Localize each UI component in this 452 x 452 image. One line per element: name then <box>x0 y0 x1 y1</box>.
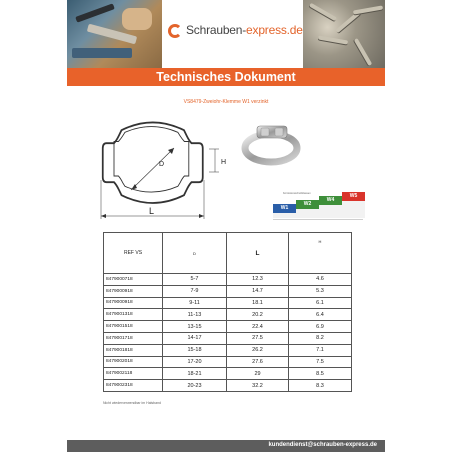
table-row <box>104 368 352 380</box>
cell-ref: 8479002018 <box>104 356 163 368</box>
cell-ref: 8479001818 <box>104 344 163 356</box>
cell-h: 4.6 <box>289 274 352 286</box>
header-ref: REF VS <box>104 233 163 274</box>
cell-l: 14.7 <box>227 285 289 297</box>
logo[interactable] <box>162 0 303 68</box>
table-row <box>104 344 352 356</box>
cell-l: 12.3 <box>227 274 289 286</box>
cell-l: 18.1 <box>227 297 289 309</box>
screws-photo <box>303 0 385 68</box>
support-email-link[interactable]: kundendienst@schrauben-express.de <box>268 442 377 448</box>
cell-d: 14-17 <box>163 332 227 344</box>
cell-l: 27.5 <box>227 332 289 344</box>
cell-ref: 8479000918 <box>104 285 163 297</box>
logo-icon <box>168 24 182 38</box>
cell-d: 5-7 <box>163 274 227 286</box>
product-subtitle: VS8479-Zweiohr-Klemme W1 verzinkt <box>183 99 269 105</box>
cell-h: 7.5 <box>289 356 352 368</box>
table-row <box>104 285 352 297</box>
cell-d: 11-13 <box>163 309 227 321</box>
cell-d: 13-15 <box>163 321 227 333</box>
cell-l: 20.2 <box>227 309 289 321</box>
brand-name: Schrauben-express.de <box>186 23 303 37</box>
document-page <box>67 0 385 452</box>
document-title: Technisches Dokument <box>156 70 296 84</box>
footer-bar <box>67 440 385 452</box>
cell-h: 7.1 <box>289 344 352 356</box>
class-w5: W5 <box>342 192 365 218</box>
header-l: L <box>227 233 289 274</box>
cell-h: 5.3 <box>289 285 352 297</box>
cell-h: 6.9 <box>289 321 352 333</box>
table-note: Nicht wiederverwendbar im Halsband <box>103 401 161 405</box>
cell-ref: 8479000718 <box>104 274 163 286</box>
tools-photo <box>67 0 162 68</box>
table-row <box>104 321 352 333</box>
cell-ref: 8479001718 <box>104 332 163 344</box>
dimension-l-label: L <box>149 206 155 216</box>
clamp-product-photo <box>239 118 307 168</box>
cell-l: 26.2 <box>227 344 289 356</box>
class-w4: W4 <box>319 196 342 218</box>
cell-l: 32.2 <box>227 380 289 392</box>
header-banner <box>67 0 385 84</box>
dimension-table <box>103 232 352 392</box>
cell-ref: 8479002318 <box>104 380 163 392</box>
table-row <box>104 332 352 344</box>
table-row <box>104 297 352 309</box>
class-chart-caption: Korrosionsschutzklassen <box>283 192 311 195</box>
cell-h: 6.1 <box>289 297 352 309</box>
dimension-h-label: H <box>221 159 227 166</box>
class-w1: W1 <box>273 204 296 218</box>
cell-d: 17-20 <box>163 356 227 368</box>
cell-d: 9-11 <box>163 297 227 309</box>
table-row <box>104 274 352 286</box>
cell-l: 27.6 <box>227 356 289 368</box>
cell-d: 7-9 <box>163 285 227 297</box>
header-h: H <box>289 233 352 274</box>
cell-ref: 8479001518 <box>104 321 163 333</box>
table-header-row <box>104 233 352 274</box>
table-row <box>104 356 352 368</box>
dimension-d-label: D <box>159 161 165 168</box>
cell-d: 15-18 <box>163 344 227 356</box>
cell-d: 18-21 <box>163 368 227 380</box>
table-row <box>104 380 352 392</box>
cell-l: 22.4 <box>227 321 289 333</box>
header-d: D <box>163 233 227 274</box>
cell-ref: 8479001318 <box>104 309 163 321</box>
cell-h: 6.4 <box>289 309 352 321</box>
table-row <box>104 309 352 321</box>
cell-d: 20-23 <box>163 380 227 392</box>
class-w2: W2 <box>296 200 319 218</box>
cell-h: 8.2 <box>289 332 352 344</box>
cell-ref: 8479000918 <box>104 297 163 309</box>
cell-h: 8.3 <box>289 380 352 392</box>
title-bar <box>67 68 385 86</box>
cell-h: 8.5 <box>289 368 352 380</box>
cell-l: 29 <box>227 368 289 380</box>
cell-ref: 8479002118 <box>104 368 163 380</box>
corrosion-class-chart <box>273 192 373 232</box>
